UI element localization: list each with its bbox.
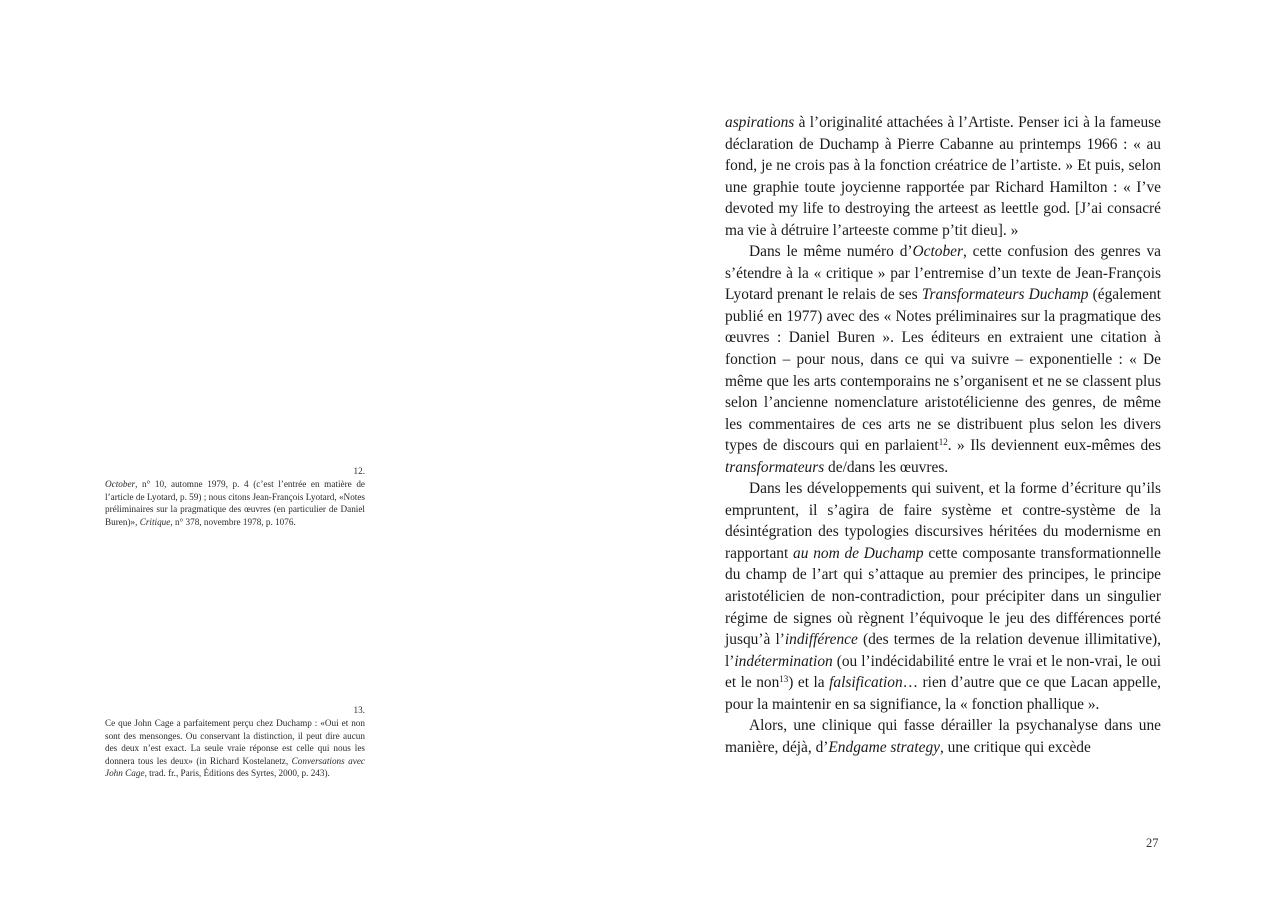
p3-text-a: Dans les développements qui suivent, et la forme d’écriture qu’ils empruntent, il s’agira de faire système et contre-système de la désintégration des typologies discursives héritées du modernisme en rapportant — [725, 480, 1161, 562]
footnote-13-body: Ce que John Cage a parfaitement perçu chez Duchamp : «Oui et non sont des mensonges. Ou conservant la distinction, il peut dire aucun des deux n’est exact. La seule vraie réponse est celle qui nous les donnera tous les deux» (in Richard Kostelanetz, — [105, 718, 365, 766]
p3-text-f: … rien d’autre que ce que Lacan appelle, pour la maintenir en sa signifiance, la « fonction phallique ». — [725, 674, 1162, 713]
p2-text-a: Dans le même numéro d’ — [749, 243, 913, 261]
footnote-12-title-critique: Critique — [139, 516, 171, 527]
main-text-column — [725, 112, 1161, 758]
p3-italic-indetermination: indétermination — [734, 652, 833, 670]
footnote-ref-12[interactable]: 12 — [938, 437, 948, 448]
p3-italic-au-nom-de-duchamp: au nom de Duchamp — [793, 544, 924, 562]
p4-italic-endgame-strategy: Endgame strategy — [828, 738, 940, 756]
page-number: 27 — [1146, 836, 1159, 850]
paragraph-4 — [725, 715, 1161, 758]
footnote-13 — [105, 704, 365, 779]
footnote-12-end: , n° 378, novembre 1978, p. 1076. — [170, 516, 296, 527]
p2-italic-transformateurs-duchamp: Transformateurs Duchamp — [921, 286, 1089, 304]
p4-text-b: , une critique qui excède — [939, 738, 1091, 756]
p2-text-c: (également publié en 1977) avec des « Notes préliminaires sur la pragmatique des œuvres : Daniel Buren ». Les éditeurs en extraient une citation à fonction – pour nous, dans ce qui va suivre – exponentielle : « De même que les arts contemporains ne s’organisent et ne se classent plus selon l’ancienne nomenclature aristotélicienne des genres, de même les commentaires de ces arts ne se distribuent plus selon les divers types de discours qui en parlaient — [725, 286, 1162, 455]
p4-text-a: Alors, une clinique qui fasse dérailler la psychanalyse dans une manière, déjà, d’ — [725, 717, 1161, 756]
paragraph-2 — [725, 241, 1161, 478]
footnote-ref-13[interactable]: 13 — [779, 674, 789, 685]
p3-italic-falsification: falsification — [829, 674, 903, 692]
p3-italic-indifference: indifférence — [784, 631, 858, 649]
footnote-13-text — [105, 717, 365, 779]
p3-text-c: (des termes de la relation devenue illimitative), l’ — [725, 631, 1161, 670]
p2-text-d: . » Ils deviennent eux-mêmes des — [947, 437, 1161, 455]
p2-text-e: de/dans les œuvres. — [824, 458, 949, 476]
p2-italic-transformateurs: transformateurs — [725, 458, 825, 476]
footnote-12 — [105, 465, 365, 528]
p3-text-b: cette composante transformationnelle du champ de l’art qui s’attaque au premier des principes, le principe aristotélicien de non-contradiction, pour précipiter dans un singulier régime de signes où règnent l’équivoque le jeu des différences porté jusqu’à l’ — [725, 544, 1162, 649]
p1-italic-aspirations: aspirations — [725, 114, 795, 131]
p2-italic-october: October — [912, 243, 963, 261]
footnote-12-text — [105, 478, 365, 528]
p3-text-e: ) et la — [788, 674, 830, 692]
footnote-13-title: Conversations avec John Cage — [105, 755, 365, 779]
footnote-13-number: 13. — [353, 705, 365, 715]
footnote-13-end: , trad. fr., Paris, Éditions des Syrtes, 2000, p. 243). — [144, 768, 330, 779]
paragraph-1 — [725, 112, 1161, 241]
paragraph-3 — [725, 478, 1161, 715]
p1-text: à l’originalité attachées à l’Artiste. Penser ici à la fameuse déclaration de Duchamp à Pierre Cabanne au printemps 1966 : « au fond, je ne crois pas à la fonction créatrice de l’artiste. » Et puis, selon une graphie toute joycienne rapportée par Richard Hamilton : « I’ve devoted my life to destroying the arteest as leettle god. [J’ai consacré ma vie à détruire l’arteeste comme p’tit dieu]. » — [725, 114, 1161, 239]
footnote-12-number: 12. — [353, 466, 365, 476]
footnote-12-title-october: October — [105, 479, 136, 490]
footnote-12-body: , n° 10, automne 1979, p. 4 (c’est l’entrée en matière de l’article de Lyotard, p. 59) ; nous citons Jean-François Lyotard, «Notes préliminaires sur la pragmatique des œuvres (en particulier de Daniel Buren)», — [105, 479, 365, 527]
p2-text-b: , cette confusion des genres va s’étendre à la « critique » par l’entremise d’un texte de Jean-François Lyotard prenant le relais de ses — [725, 243, 1161, 304]
p3-text-d: (ou l’indécidabilité entre le vrai et le non-vrai, le oui et le non — [725, 652, 1161, 692]
